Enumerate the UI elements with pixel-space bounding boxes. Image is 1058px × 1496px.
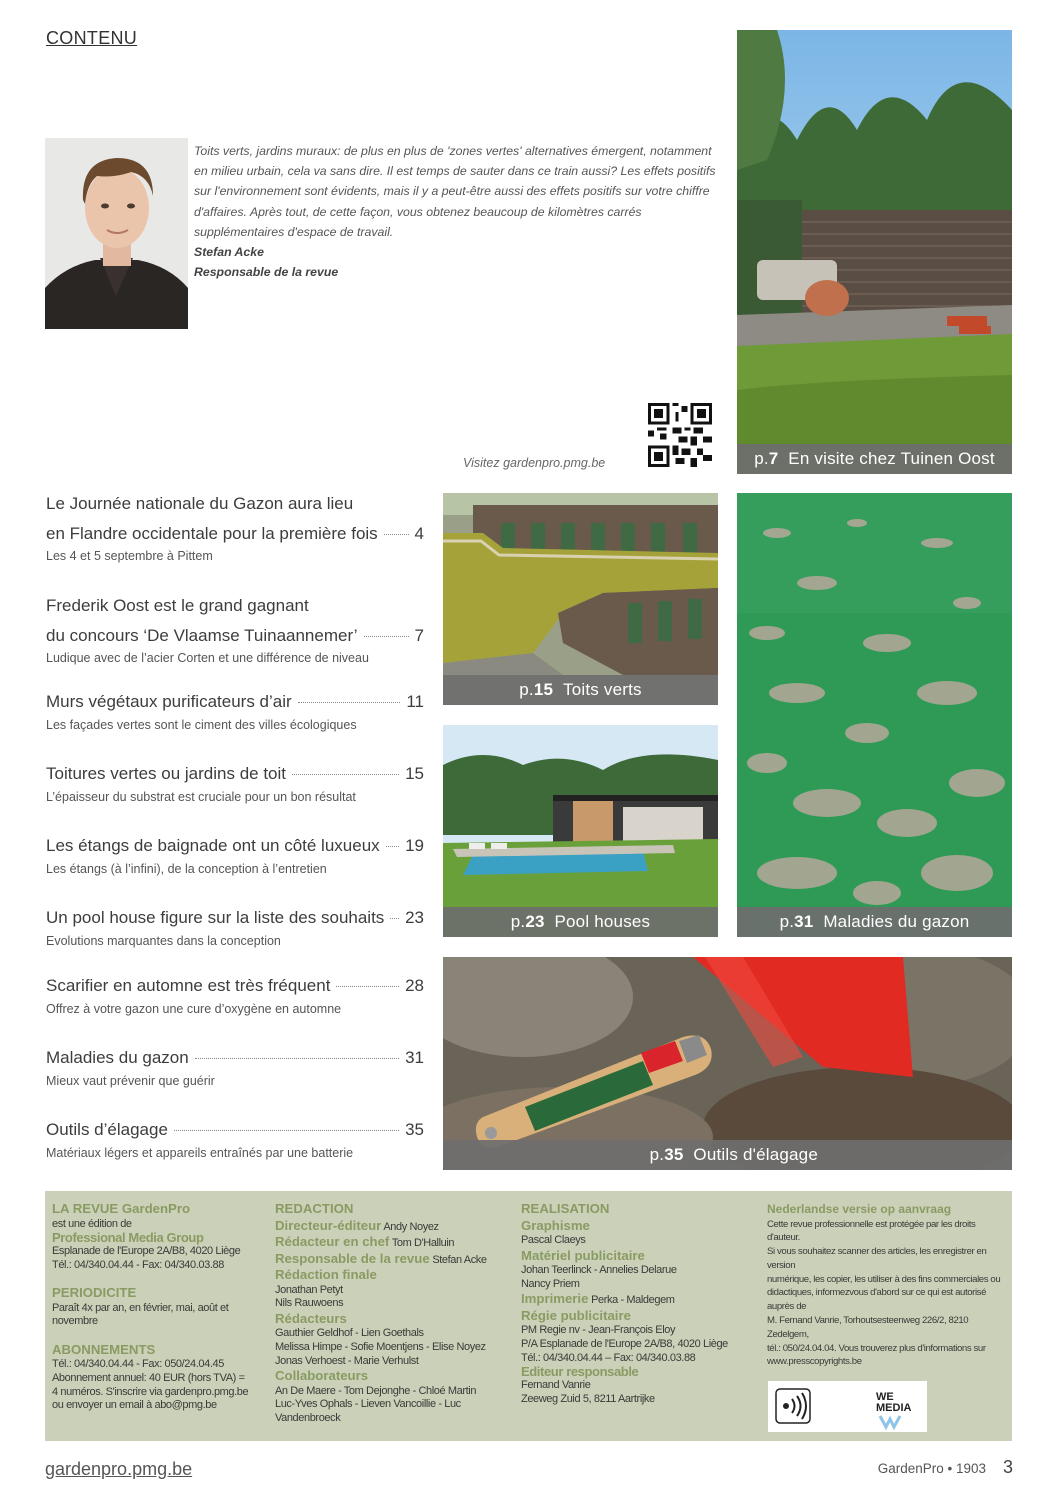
colophon-text: Abonnement annuel: 40 EUR (hors TVA) = xyxy=(52,1372,245,1385)
footer-issue: GardenPro • 1903 xyxy=(877,1461,986,1476)
colophon-text: Johan Teerlinck - Annelies Delarue xyxy=(521,1264,677,1277)
colophon-text: Andy Noyez xyxy=(383,1220,439,1233)
toc-page: 31 xyxy=(405,1048,424,1067)
toc-page: 28 xyxy=(405,976,424,995)
colophon-heading: Nederlandse versie op aanvraag xyxy=(767,1202,952,1216)
toc-page: 35 xyxy=(405,1120,424,1139)
editorial-author: Stefan Acke xyxy=(194,245,264,260)
toc-subtitle: Les étangs (à l’infini), de la conception à l’entretien xyxy=(46,861,327,876)
toc-item[interactable] xyxy=(46,971,424,1016)
colophon-copyright xyxy=(767,1201,1005,1369)
caption-p35 xyxy=(443,1140,1012,1170)
toc-item[interactable] xyxy=(46,1043,424,1088)
colophon-subheading: Collaborateurs xyxy=(275,1368,369,1384)
caption-p7 xyxy=(737,444,1012,474)
colophon-subheading: Régie publicitaire xyxy=(521,1307,631,1323)
caption-label: Maladies du gazon xyxy=(823,912,970,931)
caption-page: 35 xyxy=(664,1145,684,1164)
caption-label: Outils d'élagage xyxy=(693,1145,818,1164)
colophon-text: Tél.: 04/340.04.44 - Fax: 050/24.04.45 xyxy=(52,1358,224,1371)
caption-label: En visite chez Tuinen Oost xyxy=(788,449,995,468)
toc-item[interactable] xyxy=(46,591,424,665)
colophon-text: Zeeweg Zuid 5, 8211 Aartrijke xyxy=(521,1392,655,1405)
caption-prefix: p. xyxy=(510,912,526,931)
colophon-text: Gauthier Geldhof - Lien Goethals xyxy=(275,1327,424,1340)
we-media-logo-line2: MEDIA xyxy=(876,1402,912,1414)
colophon-text: Tél.: 04/340.04.44 - Fax: 04/340.03.88 xyxy=(52,1258,224,1271)
colophon-subheading: Rédacteurs xyxy=(275,1310,347,1326)
colophon-text: Stefan Acke xyxy=(432,1253,487,1266)
colophon-text: numérique, les copier, les utiliser à des fins commerciales ou xyxy=(767,1273,1001,1285)
toc-page: 11 xyxy=(406,692,424,711)
colophon-heading: ABONNEMENTS xyxy=(52,1341,156,1357)
photo-pruning-tools xyxy=(443,957,1012,1170)
toc-title: en Flandre occidentale pour la première fois xyxy=(46,523,378,543)
caption-prefix: p. xyxy=(649,1145,665,1164)
caption-prefix: p. xyxy=(754,449,769,468)
caption-p31 xyxy=(737,907,1012,937)
toc-title-line1: Frederik Oost est le grand gagnant xyxy=(46,596,309,615)
toc-subtitle: Offrez à votre gazon une cure d’oxygène en automne xyxy=(46,1001,342,1016)
colophon-subheading: Editeur responsable xyxy=(521,1364,639,1380)
section-title: CONTENU xyxy=(46,28,138,48)
photo-green-roofs xyxy=(443,493,718,705)
caption-p23 xyxy=(443,907,718,937)
colophon-text: An De Maere - Tom Dejonghe - Chloé Martin xyxy=(275,1384,477,1397)
colophon-text: ou envoyer un email à abo@pmg.be xyxy=(52,1399,217,1412)
editorial-body: Toits verts, jardins muraux: de plus en plus de 'zones vertes' alternatives émergent, notamment en milieu urbain, cela va sans dire. Il est temps de sauter dans ce train aussi? Les effets positifs sur l'environnement sont évidents, mais il y a peut-être aussi des effets positifs sur votre chiffre d'affaires. Après tout, de cette façon, vous obtenez beaucoup de kilomètres carrés supplémentaires d'espace de travail. xyxy=(194,144,716,239)
colophon-text: Melissa Himpe - Sofie Moentjens - Elise Noyez xyxy=(275,1341,486,1354)
photo-garden-visit xyxy=(737,30,1012,474)
colophon-subheading: Imprimerie xyxy=(521,1291,589,1307)
caption-prefix: p. xyxy=(519,680,534,699)
colophon-text: PM Regie nv - Jean-François Eloy xyxy=(521,1324,676,1337)
caption-page: 31 xyxy=(794,912,814,931)
visit-link[interactable]: Visitez gardenpro.pmg.be xyxy=(463,456,606,470)
toc-title: du concours ‘De Vlaamse Tuinaannemer’ xyxy=(46,625,358,645)
colophon-text: Luc-Yves Ophals - Lieven Vancoillie - Luc Vandenbroeck xyxy=(275,1398,461,1424)
toc-subtitle: Matériaux légers et appareils entraînés par une batterie xyxy=(46,1145,354,1160)
toc-title: Les étangs de baignade ont un côté luxueux xyxy=(46,836,380,855)
colophon-text: est une édition de xyxy=(52,1217,132,1230)
colophon-text: Jonathan Petyt xyxy=(275,1283,343,1296)
toc-subtitle: Les façades vertes sont le ciment des villes écologiques xyxy=(46,717,357,732)
toc-title: Un pool house figure sur la liste des souhaits xyxy=(46,908,385,927)
colophon-text: Tom D'Halluin xyxy=(391,1237,455,1250)
colophon-text: tél.: 050/24.04.04. Vous trouverez plus d'informations sur xyxy=(767,1342,986,1354)
colophon-text: P/A Esplanade de l'Europe 2A/B8, 4020 Liège xyxy=(521,1337,728,1350)
editor-portrait xyxy=(45,138,188,329)
colophon-text: Tél.: 04/340.04.44 – Fax: 04/340.03.88 xyxy=(521,1351,696,1364)
toc-item[interactable] xyxy=(46,903,424,948)
toc-page: 15 xyxy=(405,764,424,783)
colophon-text: Fernand Vanrie xyxy=(521,1379,591,1392)
colophon-text: Jonas Verhoest - Marie Verhulst xyxy=(275,1354,419,1367)
toc-item[interactable] xyxy=(46,489,424,563)
colophon-text: Perka - Maldegem xyxy=(591,1294,675,1307)
colophon-text: Esplanade de l'Europe 2A/B8, 4020 Liège xyxy=(52,1245,241,1258)
toc-subtitle: Ludique avec de l’acier Corten et une différence de niveau xyxy=(46,651,369,665)
toc-subtitle: Mieux vaut prévenir que guérir xyxy=(46,1073,215,1088)
colophon-heading: REALISATION xyxy=(521,1201,610,1216)
colophon-text: Nils Rauwoens xyxy=(275,1297,344,1310)
colophon-realisation xyxy=(521,1201,761,1406)
toc-title: Scarifier en automne est très fréquent xyxy=(46,976,331,995)
toc-title: Maladies du gazon xyxy=(46,1048,189,1067)
page-number: 3 xyxy=(1002,1457,1013,1477)
toc-subtitle: Evolutions marquantes dans la conception xyxy=(46,933,281,948)
colophon-text[interactable]: www.presscopyrights.be xyxy=(767,1356,862,1368)
caption-page: 7 xyxy=(768,449,779,468)
colophon xyxy=(45,1191,1012,1441)
colophon-publisher xyxy=(52,1201,272,1413)
toc-page: 7 xyxy=(414,625,424,645)
colophon-subheading: Rédaction finale xyxy=(275,1267,377,1283)
colophon-text: Si vous souhaitez scanner des articles, les enregistrer en version xyxy=(767,1246,987,1271)
colophon-text: Nancy Priem xyxy=(521,1277,580,1290)
logos xyxy=(768,1381,927,1432)
colophon-subheading: Directeur-éditeur xyxy=(275,1217,382,1233)
toc-page: 23 xyxy=(405,908,424,927)
colophon-heading: PERIODICITE xyxy=(52,1285,137,1301)
toc-item[interactable] xyxy=(46,687,424,732)
caption-label: Toits verts xyxy=(563,680,642,699)
colophon-text: didactiques, informezvous d'abord sur ce qui est autorisé auprès de xyxy=(767,1287,987,1313)
caption-label: Pool houses xyxy=(554,912,651,931)
toc-item[interactable] xyxy=(46,759,424,804)
toc-title: Outils d’élagage xyxy=(46,1120,168,1139)
colophon-heading: REDACTION xyxy=(275,1201,354,1216)
qr-code[interactable] xyxy=(648,403,712,467)
caption-prefix: p. xyxy=(779,912,795,931)
editorial-text xyxy=(194,141,722,282)
footer-url[interactable]: gardenpro.pmg.be xyxy=(45,1459,193,1479)
colophon-heading: LA REVUE GardenPro xyxy=(52,1201,191,1216)
toc-page: 19 xyxy=(405,836,424,855)
toc-title: Murs végétaux purificateurs d’air xyxy=(46,692,292,711)
photo-pool-house xyxy=(443,725,718,937)
editorial-role: Responsable de la revue xyxy=(194,265,339,280)
toc-subtitle: L’épaisseur du substrat est cruciale pour un bon résultat xyxy=(46,789,356,804)
colophon-redaction xyxy=(275,1201,515,1426)
toc-title-line1: Le Journée nationale du Gazon aura lieu xyxy=(46,494,354,513)
toc-item[interactable] xyxy=(46,1115,424,1160)
colophon-subheading: Responsable de la revue xyxy=(275,1250,430,1266)
colophon-subheading: Graphisme xyxy=(521,1217,590,1233)
colophon-subheading: Rédacteur en chef xyxy=(275,1234,390,1250)
colophon-subheading: Professional Media Group xyxy=(52,1230,204,1246)
caption-page: 23 xyxy=(525,912,545,931)
toc-title: Toitures vertes ou jardins de toit xyxy=(46,764,287,783)
colophon-text: M. Fernand Vanrie, Torhoutsesteenweg 226/2, 8210 Zedelgem, xyxy=(767,1315,969,1340)
toc-item[interactable] xyxy=(46,831,424,876)
colophon-subheading: Matériel publicitaire xyxy=(521,1247,645,1263)
colophon-text: Paraît 4x par an, en février, mai, août et novembre xyxy=(52,1301,229,1328)
colophon-text: 4 numéros. S'inscrire via gardenpro.pmg.be xyxy=(52,1385,249,1398)
toc-page: 4 xyxy=(414,523,424,543)
colophon-text: Pascal Claeys xyxy=(521,1234,586,1246)
toc-subtitle: Les 4 et 5 septembre à Pittem xyxy=(46,549,213,563)
caption-page: 15 xyxy=(533,680,554,699)
we-media-logo-line1: WE xyxy=(876,1391,894,1403)
photo-lawn-disease xyxy=(737,493,1012,937)
caption-p15 xyxy=(443,675,718,705)
colophon-text: Cette revue professionnelle est protégée par les droits d'auteur. xyxy=(767,1218,976,1244)
